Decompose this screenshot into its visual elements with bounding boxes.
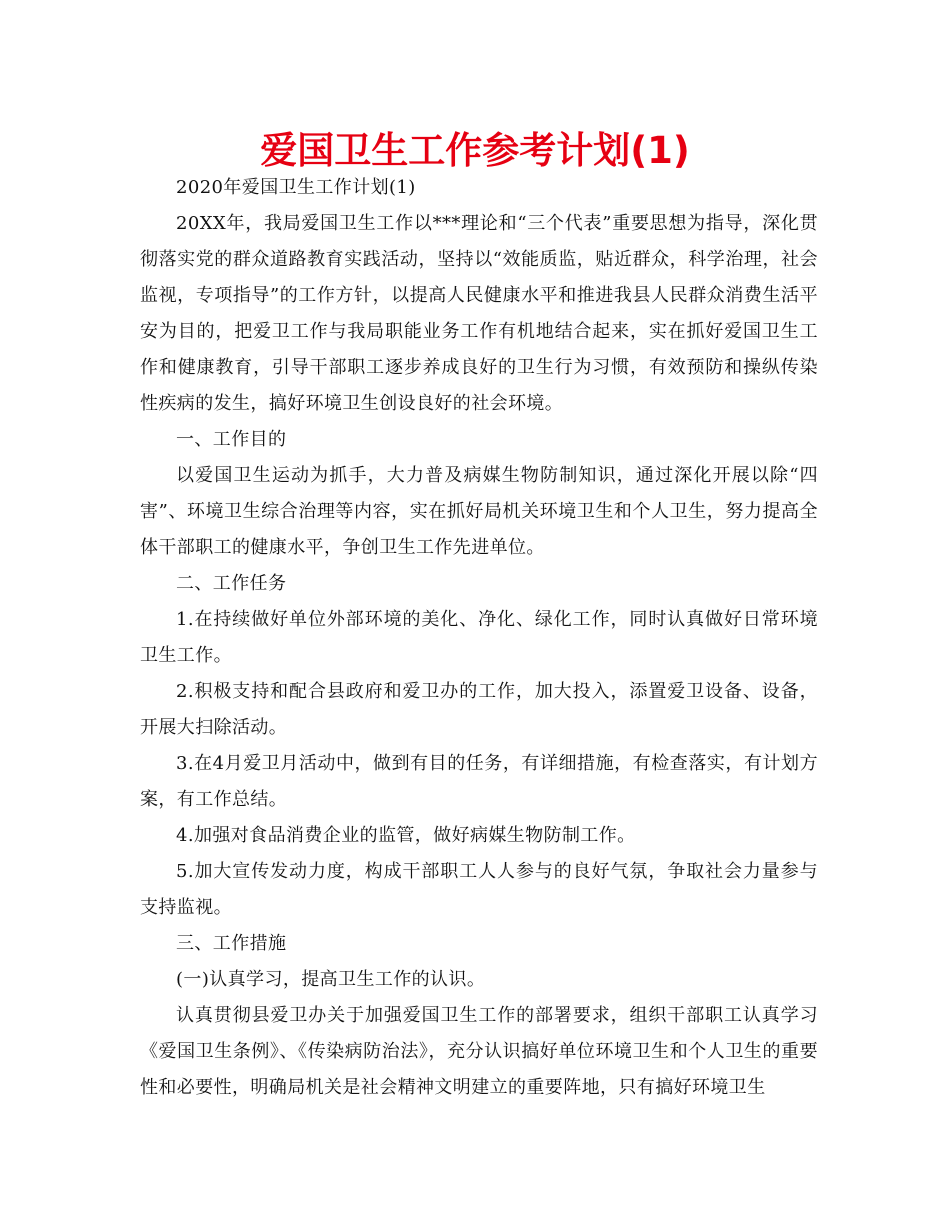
heading-work-measures: 三、工作措施 [176,933,287,954]
subheading-study: (一)认真学习，提高卫生工作的认识。 [176,969,486,990]
document-title: 爱国卫生工作参考计划(1) [260,129,690,172]
heading-work-tasks: 二、工作任务 [176,573,287,594]
task-item-1: 1.在持续做好单位外部环境的美化、净化、绿化工作，同时认真做好日常环境卫生工作。 [140,609,818,666]
task-item-4: 4.加强对食品消费企业的监管，做好病媒生物防制工作。 [176,825,636,846]
paragraph-study: 认真贯彻县爱卫办关于加强爱国卫生工作的部署要求，组织干部职工认真学习《爱国卫生条例》、《传染病防治法》，充分认识搞好单位环境卫生和个人卫生的重要性和必要性，明确局机关是社会精神文明建立的重要阵地，只有搞好环境卫生 [140,1005,818,1098]
paragraph-intro: 20XX年，我局爱国卫生工作以***理论和“三个代表”重要思想为指导，深化贯彻落实党的群众道路教育实践活动，坚持以“效能质监，贴近群众，科学治理，社会监视，专项指导”的工作方针，以提高人民健康水平和推进我县人民群众消费生活平安为目的，把爱卫工作与我局职能业务工作有机地结合起来，实在抓好爱国卫生工作和健康教育，引导干部职工逐步养成良好的卫生行为习惯，有效预防和操纵传染性疾病的发生，搞好环境卫生创设良好的社会环境。 [140,213,818,414]
heading-work-goal: 一、工作目的 [176,429,287,450]
task-item-3: 3.在4月爱卫月活动中，做到有目的任务，有详细措施，有检查落实，有计划方案，有工作总结。 [140,753,818,810]
task-item-5: 5.加大宣传发动力度，构成干部职工人人参与的良好气氛，争取社会力量参与支持监视。 [140,861,818,918]
paragraph-work-goal: 以爱国卫生运动为抓手，大力普及病媒生物防制知识，通过深化开展以除“四害”、环境卫生综合治理等内容，实在抓好局机关环境卫生和个人卫生，努力提高全体干部职工的健康水平，争创卫生工作先进单位。 [140,465,818,558]
paragraph-plan-year: 2020年爱国卫生工作计划(1) [176,177,416,198]
task-item-2: 2.积极支持和配合县政府和爱卫办的工作，加大投入，添置爱卫设备、设备，开展大扫除活动。 [140,681,818,738]
document-body [140,170,818,1106]
